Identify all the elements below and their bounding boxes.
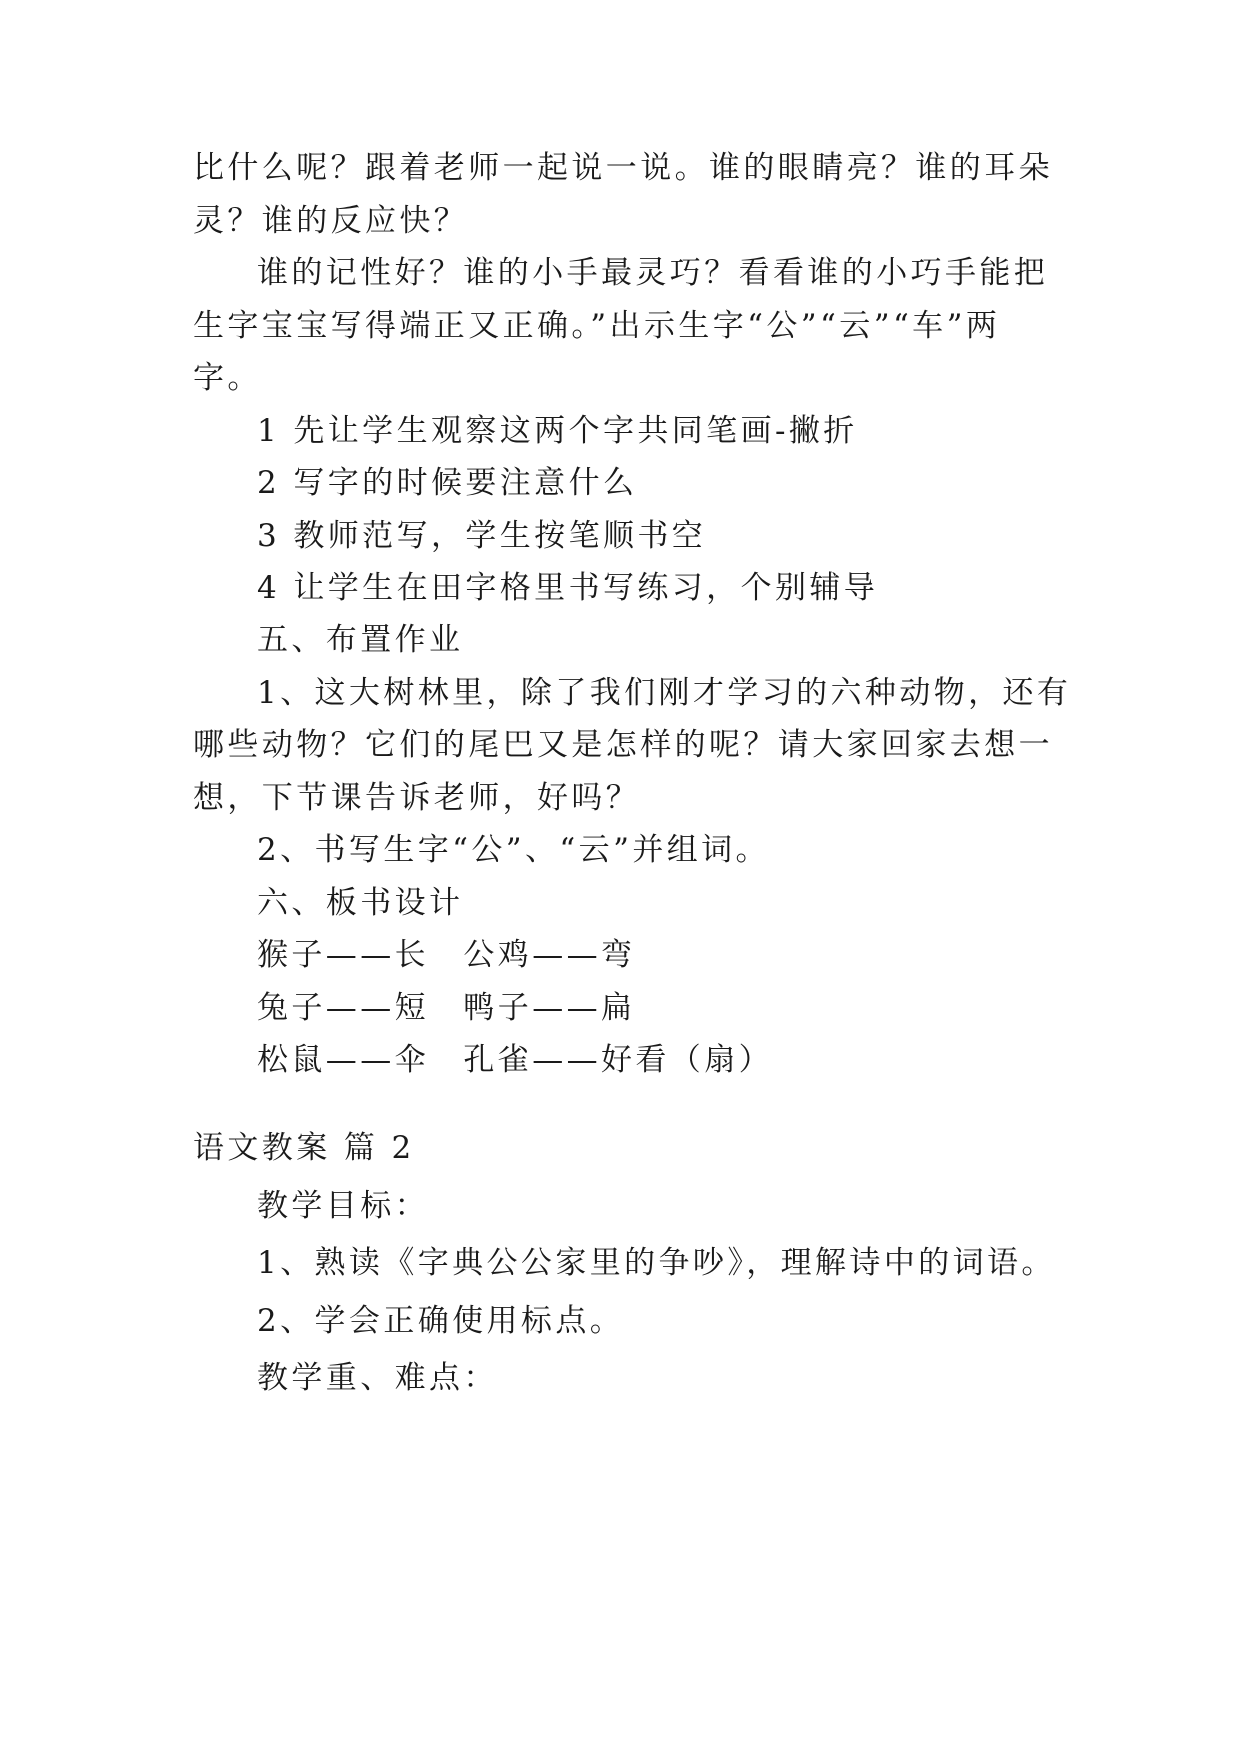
list-item: 4 让学生在田字格里书写练习，个别辅导 — [257, 570, 879, 606]
body-text-line: 比什么呢？跟着老师一起说一说。谁的眼睛亮？谁的耳朵 — [193, 150, 1053, 186]
list-item: 1 先让学生观察这两个字共同笔画-撇折 — [257, 413, 858, 449]
section-heading: 教学目标： — [257, 1188, 429, 1224]
board-design-line: 兔子——短 鸭子——扁 — [257, 990, 636, 1026]
body-text-line: 字。 — [193, 360, 262, 396]
lesson-title: 语文教案 篇 2 — [193, 1130, 415, 1166]
board-design-line: 猴子——长 公鸡——弯 — [257, 937, 636, 973]
paragraph-first-line: 1、这大树林里，除了我们刚才学习的六种动物，还有 — [257, 675, 1072, 711]
section-heading: 教学重、难点： — [257, 1360, 498, 1396]
paragraph-first-line: 2、书写生字“公”、“云”并组词。 — [257, 832, 770, 868]
body-text-line: 生字宝宝写得端正又正确。”出示生字“公”“云”“车”两 — [193, 308, 1001, 344]
list-item: 2、学会正确使用标点。 — [257, 1303, 625, 1339]
body-text-line: 灵？谁的反应快？ — [193, 203, 469, 239]
section-heading: 六、板书设计 — [257, 885, 464, 921]
list-item: 1、熟读《字典公公家里的争吵》，理解诗中的词语。 — [257, 1245, 1056, 1281]
list-item: 3 教师范写，学生按笔顺书空 — [257, 518, 707, 554]
paragraph-first-line: 谁的记性好？谁的小手最灵巧？看看谁的小巧手能把 — [257, 255, 1049, 291]
list-item: 2 写字的时候要注意什么 — [257, 465, 638, 501]
section-heading: 五、布置作业 — [257, 622, 464, 658]
board-design-line: 松鼠——伞 孔雀——好看（扇） — [257, 1042, 773, 1078]
body-text-line: 哪些动物？它们的尾巴又是怎样的呢？请大家回家去想一 — [193, 727, 1053, 763]
body-text-line: 想，下节课告诉老师，好吗？ — [193, 780, 641, 816]
